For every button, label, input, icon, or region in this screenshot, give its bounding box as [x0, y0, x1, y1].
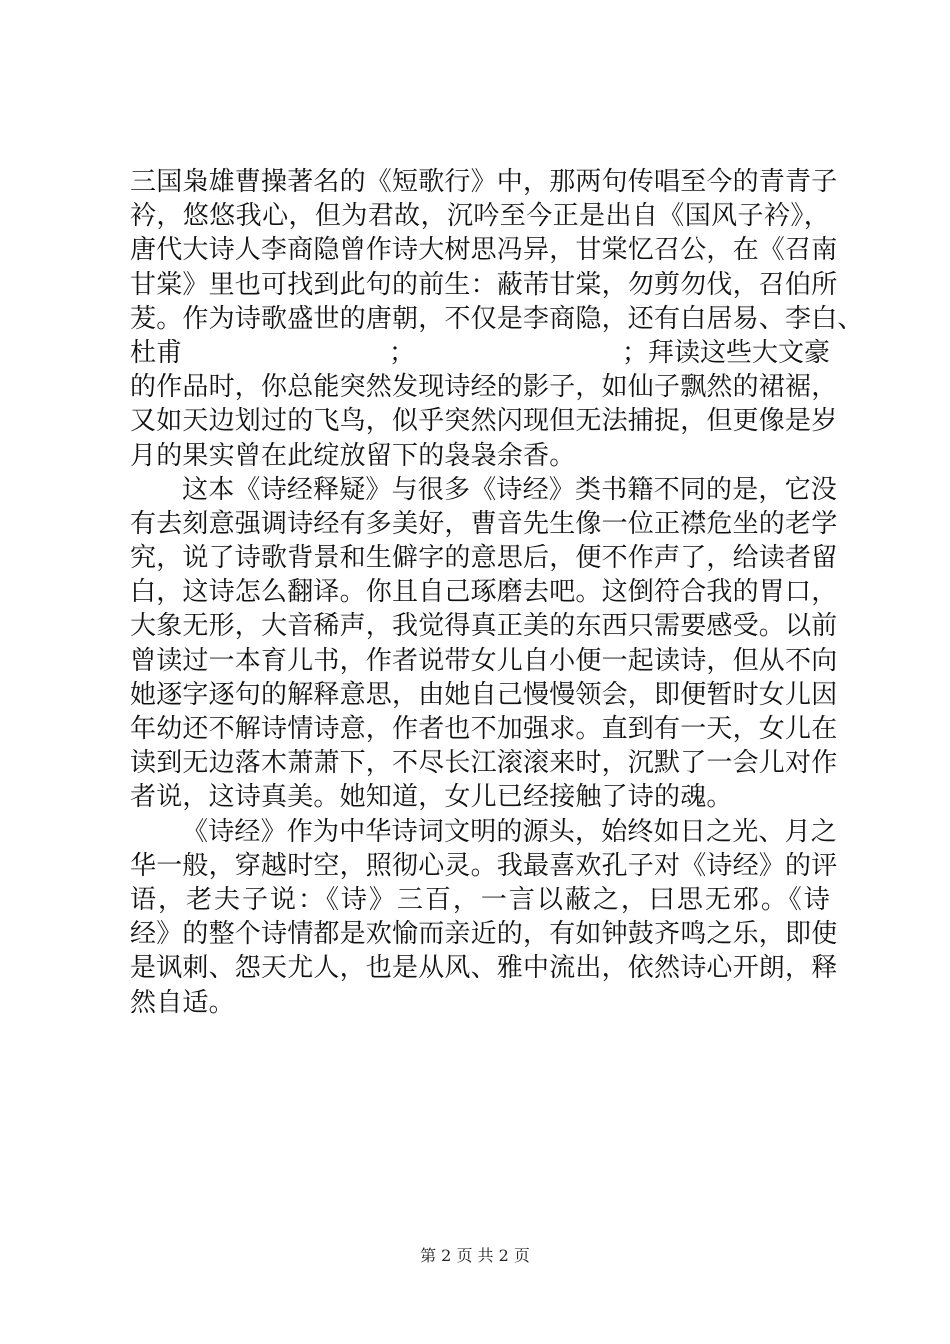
- text-line: 是讽刺、怨天尤人，也是从风、雅中流出，依然诗心开朗，释: [130, 953, 838, 984]
- page-footer: 第 2 页 共 2 页: [420, 1246, 530, 1265]
- text-line: 语，老夫子说：《诗》三百，一言以蔽之，曰思无邪。《诗: [130, 884, 830, 915]
- text-line: 三国枭雄曹操著名的《短歌行》中，那两句传唱至今的青青子: [130, 167, 838, 197]
- text-line: 《诗经》作为中华诗词文明的源头，始终如日之光、月之: [182, 816, 838, 847]
- text-line: 华一般，穿越时空，照彻心灵。我最喜欢孔子对《诗经》的评: [130, 850, 838, 881]
- document-body: [130, 165, 864, 1020]
- text-line: 又如天边划过的飞鸟，似乎突然闪现但无法捕捉，但更像是岁: [130, 406, 838, 437]
- text-line: 大象无形，大音稀声，我觉得真正美的东西只需要感受。以前: [130, 611, 838, 642]
- text-line: 甘棠》里也可找到此句的前生：蔽芾甘棠，勿剪勿伐，召伯所: [130, 269, 838, 300]
- text-line: 究，说了诗歌背景和生僻字的意思后，便不作声了，给读者留: [130, 543, 838, 574]
- text-line: 的作品时，你总能突然发现诗经的影子，如仙子飘然的裙裾，: [130, 372, 838, 403]
- text-line: 她逐字逐句的解释意思，由她自己慢慢领会，即便暂时女儿因: [130, 679, 838, 710]
- text-line: 然自适。: [130, 987, 235, 1018]
- paragraph-1: [130, 165, 864, 473]
- text-line: 唐代大诗人李商隐曾作诗大树思冯异，甘棠忆召公，在《召南: [130, 235, 838, 266]
- text-line: 白，这诗怎么翻译。你且自己琢磨去吧。这倒符合我的胃口，: [130, 577, 838, 608]
- text-line: 者说，这诗真美。她知道，女儿已经接触了诗的魂。: [130, 782, 733, 813]
- text-line: 茇。作为诗歌盛世的唐朝，不仅是李商隐，还有白居易、李白、: [130, 303, 864, 334]
- text-line: 曾读过一本育儿书，作者说带女儿自小便一起读诗，但从不向: [130, 645, 838, 676]
- text-segment: ；: [388, 337, 415, 368]
- text-segment: 杜甫: [130, 337, 183, 368]
- paragraph-2: [130, 473, 838, 815]
- text-line: 年幼还不解诗情诗意，作者也不加强求。直到有一天，女儿在: [130, 714, 838, 744]
- text-line: 经》的整个诗情都是欢愉而亲近的，有如钟鼓齐鸣之乐，即使: [130, 919, 838, 950]
- text-line: 衿，悠悠我心，但为君故，沉吟至今正是出自《国风子衿》，: [130, 201, 830, 232]
- text-line: 这本《诗经释疑》与很多《诗经》类书籍不同的是，它没: [182, 474, 838, 505]
- text-line-with-gaps: [130, 336, 830, 370]
- text-line: 有去刻意强调诗经有多美好，曹音先生像一位正襟危坐的老学: [130, 508, 838, 539]
- text-line: 月的果实曾在此绽放留下的袅袅余香。: [130, 440, 576, 471]
- text-line: 读到无边落木萧萧下，不尽长江滚滚来时，沉默了一会儿对作: [130, 748, 838, 779]
- text-segment: ；拜读这些大文豪: [621, 337, 830, 368]
- paragraph-3: [130, 815, 838, 1020]
